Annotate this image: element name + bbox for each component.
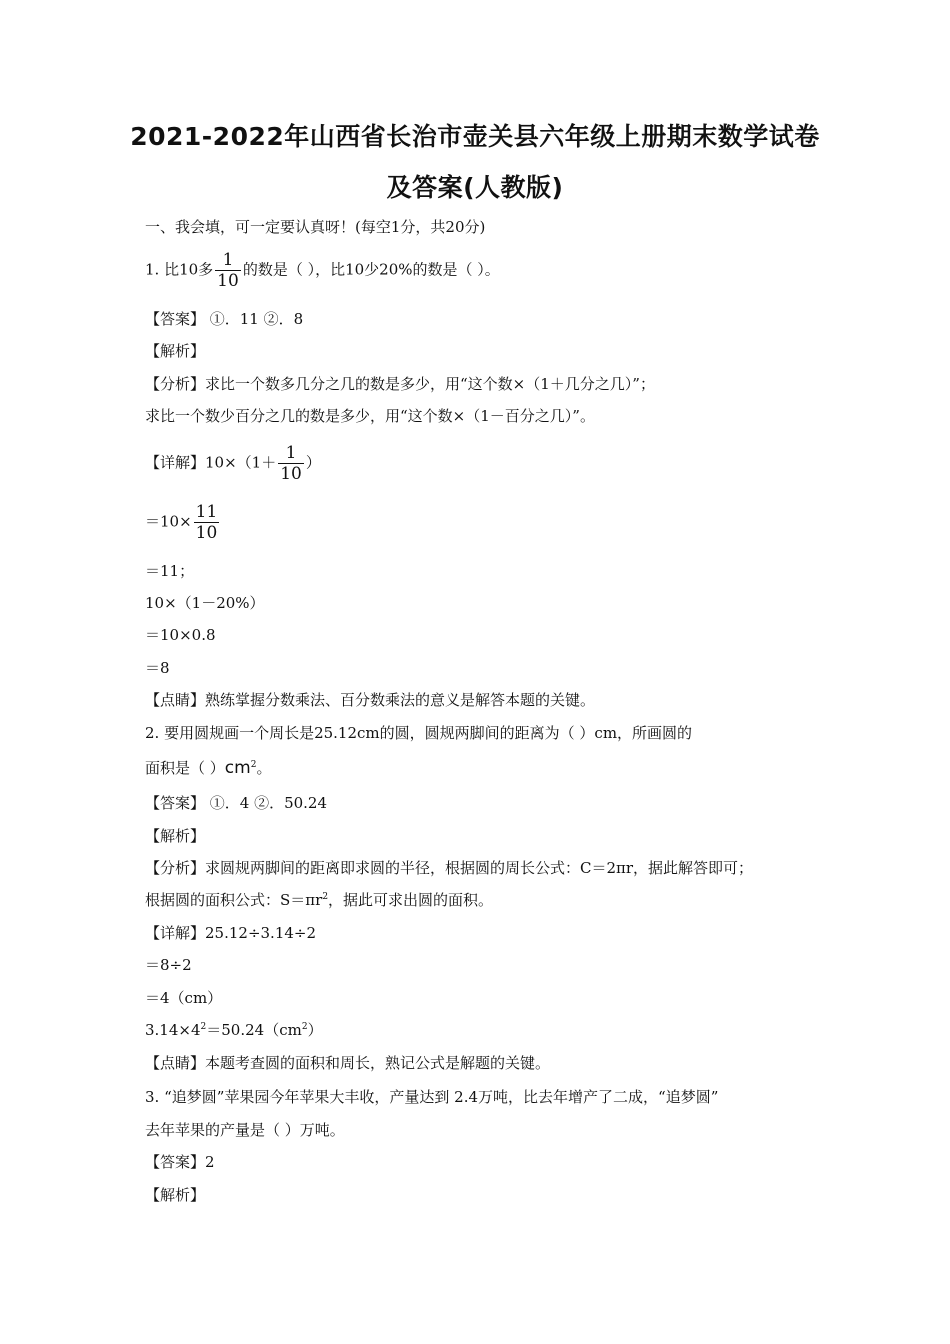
q1-analysis-1: 【分析】求比一个数多几分之几的数是多少，用“这个数×（1＋几分之几）”； (145, 375, 655, 393)
q2-analysis-label: 【解析】 (145, 827, 206, 845)
q1-frac-num: 1 (215, 250, 241, 271)
q1-step1-frac-den: 10 (195, 523, 218, 543)
document-title-line2: 及答案(人教版) (386, 173, 564, 202)
q1-detail-prefix: 【详解】10×（1＋ (145, 453, 277, 472)
q1-step-4: ＝10×0.8 (145, 626, 216, 644)
q2-step4-sup2: 2 (301, 1022, 308, 1032)
q1-detail-frac-den: 10 (280, 464, 302, 484)
q2-analysis2-prefix: 根据圆的面积公式：S＝πr (145, 891, 323, 909)
q2-answer: 【答案】 ①．4 ②．50.24 (145, 794, 328, 812)
q1-detail-suffix: ） (305, 453, 321, 472)
q1-analysis-2: 求比一个数少百分之几的数是多少，用“这个数×（1－百分之几）”。 (145, 407, 595, 425)
q3-analysis-label: 【解析】 (145, 1186, 206, 1204)
q2-step4-prefix: 3.14×4 (145, 1021, 201, 1039)
q2-unit: cm (224, 758, 251, 778)
q1-step-3: 10×（1－20%） (145, 594, 265, 612)
q1-detail-fraction (278, 443, 304, 484)
q2-line2-prefix: 面积是（ ） (145, 759, 225, 777)
section1-header: 一、我会填，可一定要认真呀！(每空1分，共20分) (145, 218, 486, 236)
q1-step1-fraction (194, 502, 220, 543)
q2-step-4 (145, 1020, 323, 1040)
q1-question (145, 250, 500, 291)
q1-detail (145, 443, 321, 484)
q1-tip: 【点睛】熟练掌握分数乘法、百分数乘法的意义是解答本题的关键。 (145, 691, 596, 709)
q2-question-line1: 2. 要用圆规画一个周长是25.12cm的圆，圆规两脚间的距离为（ ）cm，所画圆的 (145, 724, 693, 742)
q1-step-2: ＝11； (145, 562, 195, 580)
q1-middle: 的数是（ ），比10少20%的数是（ ）。 (242, 260, 500, 279)
q1-detail-frac-num: 1 (278, 443, 304, 464)
q3-question-line1: 3. “追梦圆”苹果园今年苹果大丰收，产量达到 2.4万吨，比去年增产了二成，“追梦圆” (145, 1088, 719, 1106)
q1-frac-den: 10 (217, 271, 239, 291)
q1-analysis-label: 【解析】 (145, 342, 206, 360)
q2-step-1: 【详解】25.12÷3.14÷2 (145, 924, 317, 942)
q2-step4-sup: 2 (200, 1022, 207, 1032)
q3-question-line2: 去年苹果的产量是（ ）万吨。 (145, 1121, 345, 1139)
q2-tip: 【点睛】本题考查圆的面积和周长，熟记公式是解题的关键。 (145, 1054, 551, 1072)
q2-line2-suffix: 。 (256, 759, 272, 777)
q1-step-1 (145, 502, 221, 543)
q1-step1-prefix: ＝10× (145, 512, 192, 531)
q2-unit-sup: 2 (250, 760, 257, 770)
q2-analysis2-sup: 2 (322, 892, 329, 902)
q2-analysis-1: 【分析】求圆规两脚间的距离即求圆的半径，根据圆的周长公式：C＝2πr，据此解答即可； (145, 859, 754, 877)
q2-step-3: ＝4（cm） (145, 989, 223, 1007)
q1-prefix: 1. 比10多 (145, 260, 214, 279)
q1-fraction (215, 250, 241, 291)
q1-answer: 【答案】 ①．11 ②．8 (145, 310, 304, 328)
q1-step1-frac-num: 11 (195, 502, 218, 522)
q2-analysis-2 (145, 890, 493, 910)
q2-step4-mid: ＝50.24（cm (206, 1021, 302, 1039)
q2-step4-suffix: ） (307, 1021, 323, 1039)
q3-answer: 【答案】2 (145, 1153, 215, 1171)
q2-step-2: ＝8÷2 (145, 956, 192, 974)
q2-analysis2-suffix: ，据此可求出圆的面积。 (328, 891, 494, 909)
document-title-line1: 2021-2022年山西省长治市壶关县六年级上册期末数学试卷 (130, 122, 820, 151)
q2-question-line2 (145, 758, 271, 778)
q1-step-5: ＝8 (145, 659, 170, 677)
